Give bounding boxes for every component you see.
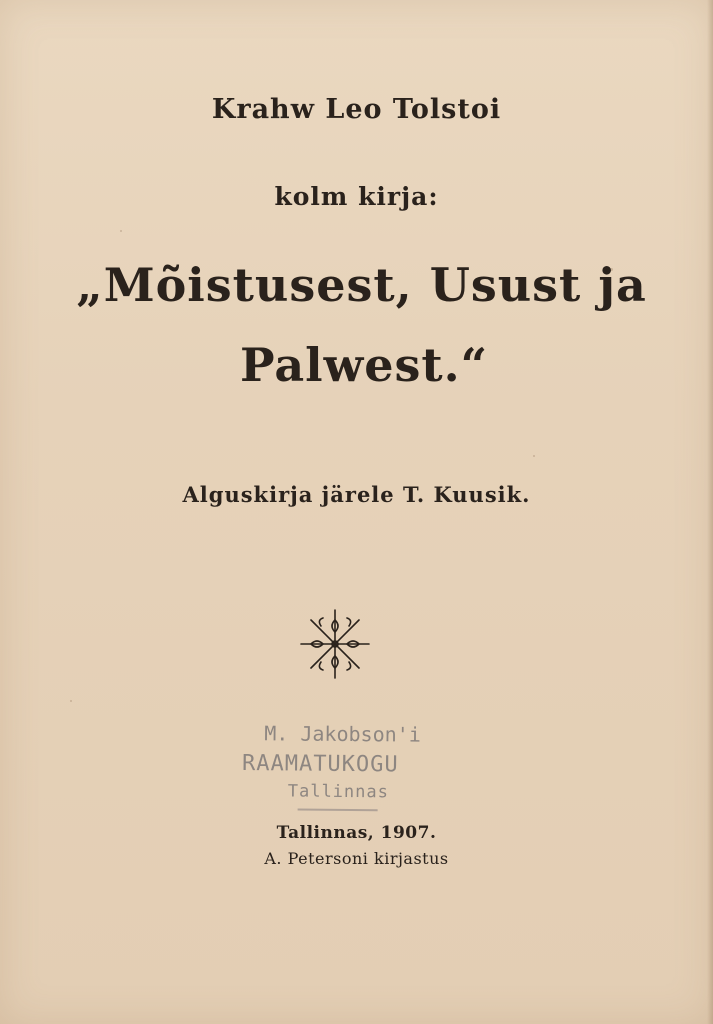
star-ornament-icon	[297, 606, 373, 682]
book-title-line-1: „Mõistusest, Usust ja	[76, 258, 647, 312]
stamp-city: Tallinnas	[287, 781, 389, 803]
stamp-rule	[298, 809, 378, 812]
printer-line: A. Petersoni kirjastus	[264, 849, 449, 868]
book-title-line-2: Palwest.“	[240, 338, 489, 392]
paper-edge	[707, 0, 713, 1024]
stamp-owner: M. Jakobson'i	[264, 721, 421, 747]
stamp-library: RAAMATUKOGU	[241, 751, 399, 778]
paper-speck	[533, 455, 535, 457]
paper-speck	[120, 230, 122, 232]
library-stamp	[240, 721, 461, 813]
translator-line: Alguskirja järele T. Kuusik.	[182, 482, 531, 507]
paper-speck	[70, 700, 72, 702]
place-date-line: Tallinnas, 1907.	[276, 823, 437, 843]
author-line: Krahw Leo Tolstoi	[211, 94, 502, 125]
subtitle-line: kolm kirja:	[274, 182, 439, 211]
